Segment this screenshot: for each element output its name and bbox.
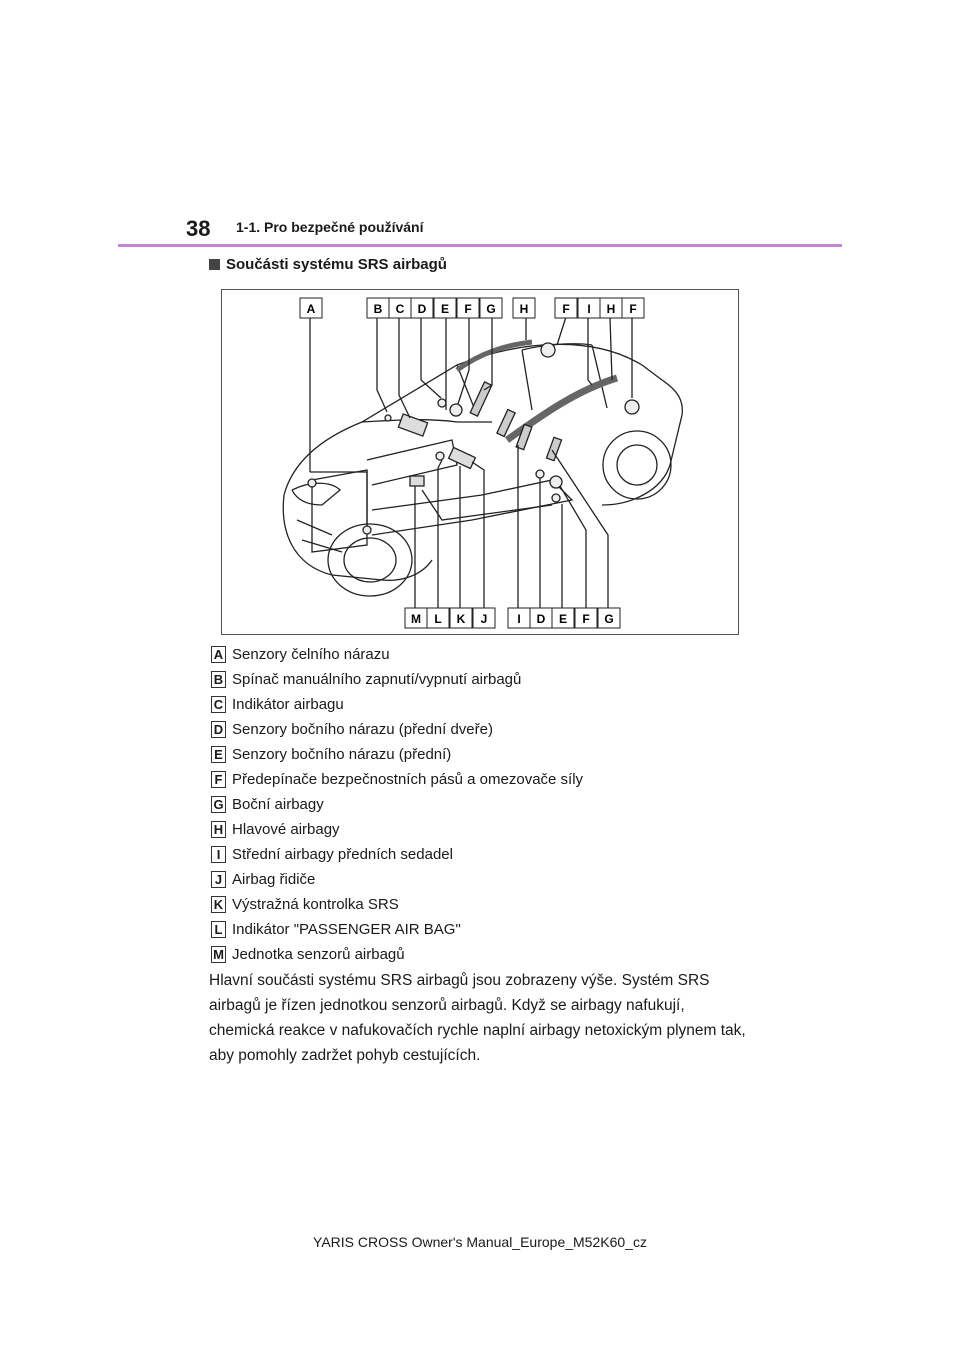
legend-text: Senzory bočního nárazu (přední dveře) (232, 721, 493, 738)
svg-text:H: H (606, 302, 616, 316)
callout-f-4 (575, 608, 597, 628)
legend-text: Hlavové airbagy (232, 821, 340, 838)
legend-letter: M (211, 946, 226, 963)
legend-item (211, 717, 583, 742)
callout-h-2 (600, 298, 622, 318)
page-number: 38 (186, 216, 211, 241)
legend-letter: F (211, 771, 226, 788)
legend-item (211, 942, 583, 967)
callout-i-2 (508, 608, 530, 628)
legend-text: Indikátor airbagu (232, 696, 344, 713)
svg-text:G: G (604, 612, 614, 626)
top-label-row (300, 298, 644, 318)
subheading-text: Součásti systému SRS airbagů (226, 256, 447, 273)
legend-item (211, 917, 583, 942)
callout-i (578, 298, 600, 318)
legend-letter: K (211, 896, 226, 913)
legend-item (211, 667, 583, 692)
legend-item (211, 642, 583, 667)
square-bullet-icon (209, 259, 220, 270)
legend-item (211, 692, 583, 717)
page-footer: YARIS CROSS Owner's Manual_Europe_M52K60_cz (313, 1234, 647, 1250)
callout-k (450, 608, 472, 628)
legend-letter: B (211, 671, 226, 688)
subheading (209, 256, 447, 273)
legend-letter: D (211, 721, 226, 738)
callout-a (300, 298, 322, 318)
legend-letter: C (211, 696, 226, 713)
legend-item (211, 817, 583, 842)
legend-text: Spínač manuálního zapnutí/vypnutí airbagů (232, 671, 522, 688)
callout-d (411, 298, 433, 318)
svg-text:L: L (434, 612, 442, 626)
legend-text: Předepínače bezpečnostních pásů a omezovače síly (232, 771, 584, 788)
svg-text:F: F (582, 612, 590, 626)
legend-item (211, 767, 583, 792)
legend-item (211, 742, 583, 767)
svg-text:F: F (562, 302, 570, 316)
callout-e (434, 298, 456, 318)
legend-text: Indikátor "PASSENGER AIR BAG" (232, 921, 461, 938)
svg-text:G: G (486, 302, 496, 316)
legend-text: Jednotka senzorů airbagů (232, 946, 405, 963)
legend-text: Výstražná kontrolka SRS (232, 896, 399, 913)
legend-letter: E (211, 746, 226, 763)
legend-letter: J (211, 871, 226, 888)
legend-text: Střední airbagy předních sedadel (232, 846, 453, 863)
section-title: 1-1. Pro bezpečné používání (236, 219, 424, 235)
callout-e-2 (552, 608, 574, 628)
callout-c (389, 298, 411, 318)
legend-letter: A (211, 646, 226, 663)
svg-text:J: J (480, 612, 488, 626)
legend-item (211, 792, 583, 817)
svg-text:K: K (456, 612, 466, 626)
body-paragraph: Hlavní součásti systému SRS airbagů jsou zobrazeny výše. Systém SRS airbagů je řízen jednotkou senzorů airbagů. Když se airbagy nafukují, chemická reakce v nafukovačích rychle naplní airbagy netoxickým plynem tak, aby pomohly zadržet pohyb cestujících. (209, 972, 746, 1064)
legend-letter: H (211, 821, 226, 838)
callout-g-2 (598, 608, 620, 628)
legend-text: Senzory bočního nárazu (přední) (232, 746, 452, 763)
legend-list (211, 642, 583, 967)
legend-item (211, 867, 583, 892)
callout-l (427, 608, 449, 628)
svg-text:D: D (417, 302, 427, 316)
legend-letter: G (211, 796, 226, 813)
srs-airbag-diagram (221, 289, 739, 635)
svg-text:B: B (373, 302, 383, 316)
svg-text:M: M (411, 612, 421, 626)
legend-text: Boční airbagy (232, 796, 324, 813)
svg-text:F: F (464, 302, 472, 316)
svg-text:E: E (440, 302, 450, 316)
legend-letter: I (211, 846, 226, 863)
legend-item (211, 842, 583, 867)
legend-item (211, 892, 583, 917)
svg-text:A: A (306, 302, 316, 316)
callout-j (473, 608, 495, 628)
svg-text:E: E (558, 612, 568, 626)
callout-m (405, 608, 427, 628)
svg-text:I: I (517, 612, 521, 626)
svg-text:H: H (519, 302, 529, 316)
callout-b (367, 298, 389, 318)
svg-text:D: D (536, 612, 546, 626)
svg-text:I: I (587, 302, 591, 316)
legend-text: Senzory čelního nárazu (232, 646, 390, 663)
legend-letter: L (211, 921, 226, 938)
bottom-label-row (405, 608, 620, 628)
callout-f-3 (622, 298, 644, 318)
svg-text:F: F (629, 302, 637, 316)
svg-text:C: C (395, 302, 405, 316)
callout-f-2 (555, 298, 577, 318)
legend-text: Airbag řidiče (232, 871, 316, 888)
car-illustration (222, 290, 738, 634)
callout-g (480, 298, 502, 318)
callout-d-2 (530, 608, 552, 628)
callout-f (457, 298, 479, 318)
callout-h (513, 298, 535, 318)
header-divider (118, 244, 842, 247)
